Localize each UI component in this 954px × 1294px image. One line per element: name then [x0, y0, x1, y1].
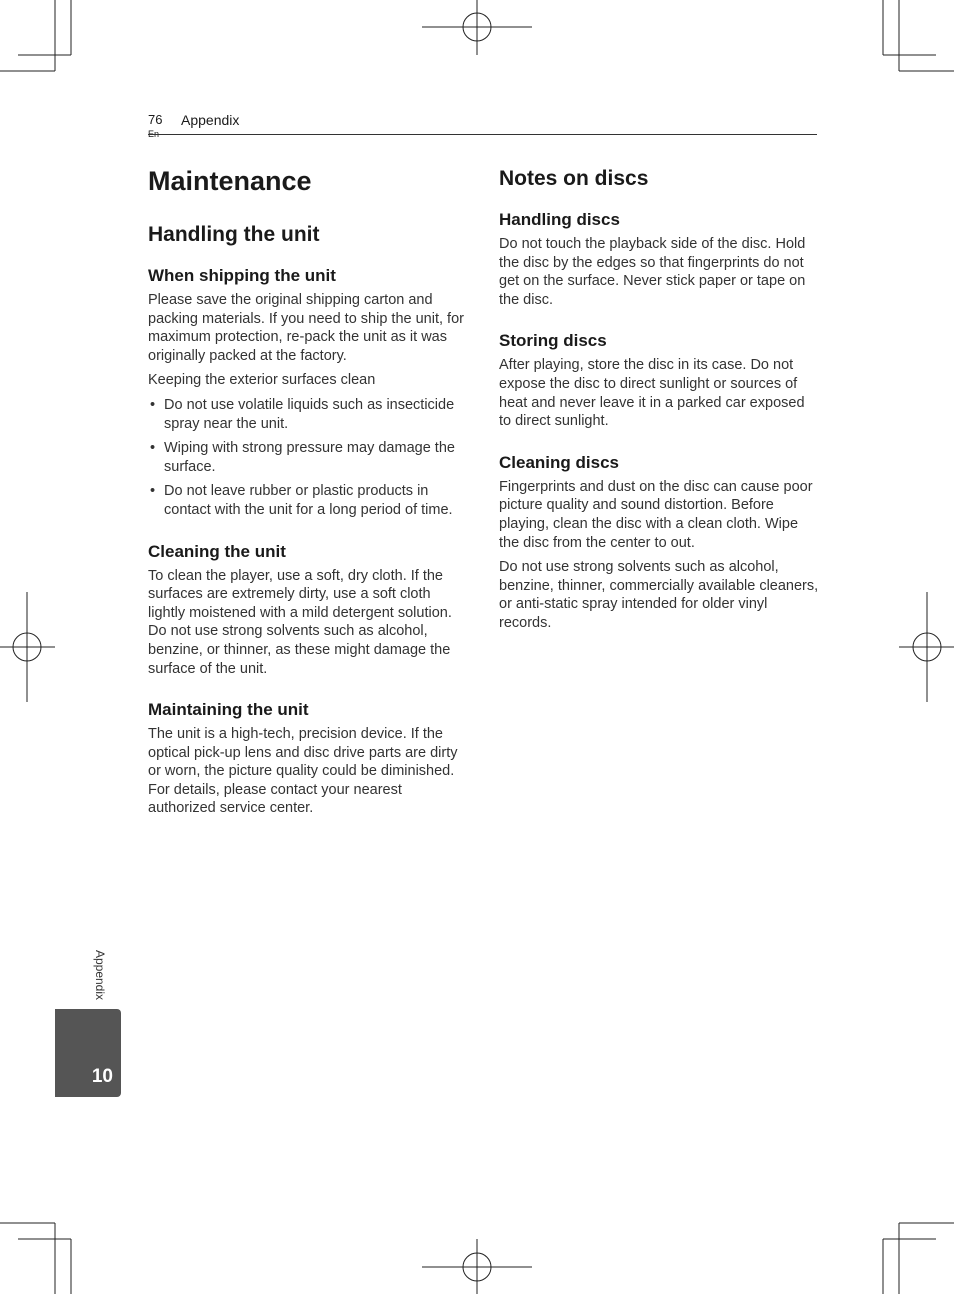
cleaning-unit-text: To clean the player, use a soft, dry cloth. If the surfaces are extremely dirty, use a soft cloth lightly moistened with a mild detergent solution. Do not use strong solvents such as alcohol, benzine, or thinner, as these might damage the surface of the unit.: [148, 567, 452, 677]
side-tab-label: Appendix: [93, 949, 107, 1001]
page-language: En: [148, 129, 160, 139]
header-rule: [148, 134, 817, 135]
left-column: [148, 164, 468, 824]
shipping-text: Please save the original shipping carton and packing materials. If you need to ship the unit, for maximum protection, re-pack the unit as it was originally packed at the factory.: [148, 292, 464, 364]
heading-shipping: When shipping the unit: [148, 266, 336, 285]
header-section: Appendix: [181, 112, 240, 128]
storing-discs-text: After playing, store the disc in its case. Do not expose the disc to direct sunlight or sources of heat and never leave it in a parked car exposed to direct sunlight.: [499, 357, 805, 430]
heading-handling-discs: Handling discs: [499, 210, 620, 229]
heading-maintaining-unit: Maintaining the unit: [148, 700, 309, 720]
exterior-label: Keeping the exterior surfaces clean: [148, 372, 376, 389]
right-column: [499, 164, 819, 639]
section-title-handling-unit: Handling the unit: [148, 223, 320, 246]
page-number: 76: [148, 112, 163, 127]
maintaining-unit-text: The unit is a high-tech, precision device. If the optical pick-up lens and disc drive parts are dirty or worn, the picture quality could be diminished. For details, please contact your nearest authorized service center.: [148, 726, 458, 817]
bullet-item: • Do not use volatile liquids such as insecticide spray near the unit.: [148, 396, 468, 433]
bullet-item: • Wiping with strong pressure may damage the surface.: [148, 439, 468, 476]
heading-cleaning-unit: Cleaning the unit: [148, 541, 286, 561]
handling-discs-text: Do not touch the playback side of the disc. Hold the disc by the edges so that fingerprints do not get on the surface. Never stick paper or tape on the disc.: [499, 236, 806, 308]
chapter-tab-number: 10: [91, 1066, 113, 1087]
heading-cleaning-discs: Cleaning discs: [499, 452, 619, 472]
exterior-bullet-list: [148, 396, 468, 520]
bullet-item: • Do not leave rubber or plastic products in contact with the unit for a long period of time.: [148, 482, 468, 519]
cleaning-discs-text-1: Fingerprints and dust on the disc can cause poor picture quality and sound distortion. Before playing, clean the disc with a clean cloth. Wipe the disc from the center to out.: [499, 478, 813, 551]
page-title: Maintenance: [148, 166, 312, 196]
section-title-notes-discs: Notes on discs: [499, 167, 649, 190]
cleaning-discs-text-2: Do not use strong solvents such as alcohol, benzine, thinner, commercially available cleaners, or anti-static spray intended for older vinyl records.: [499, 559, 819, 631]
heading-storing-discs: Storing discs: [499, 331, 607, 351]
